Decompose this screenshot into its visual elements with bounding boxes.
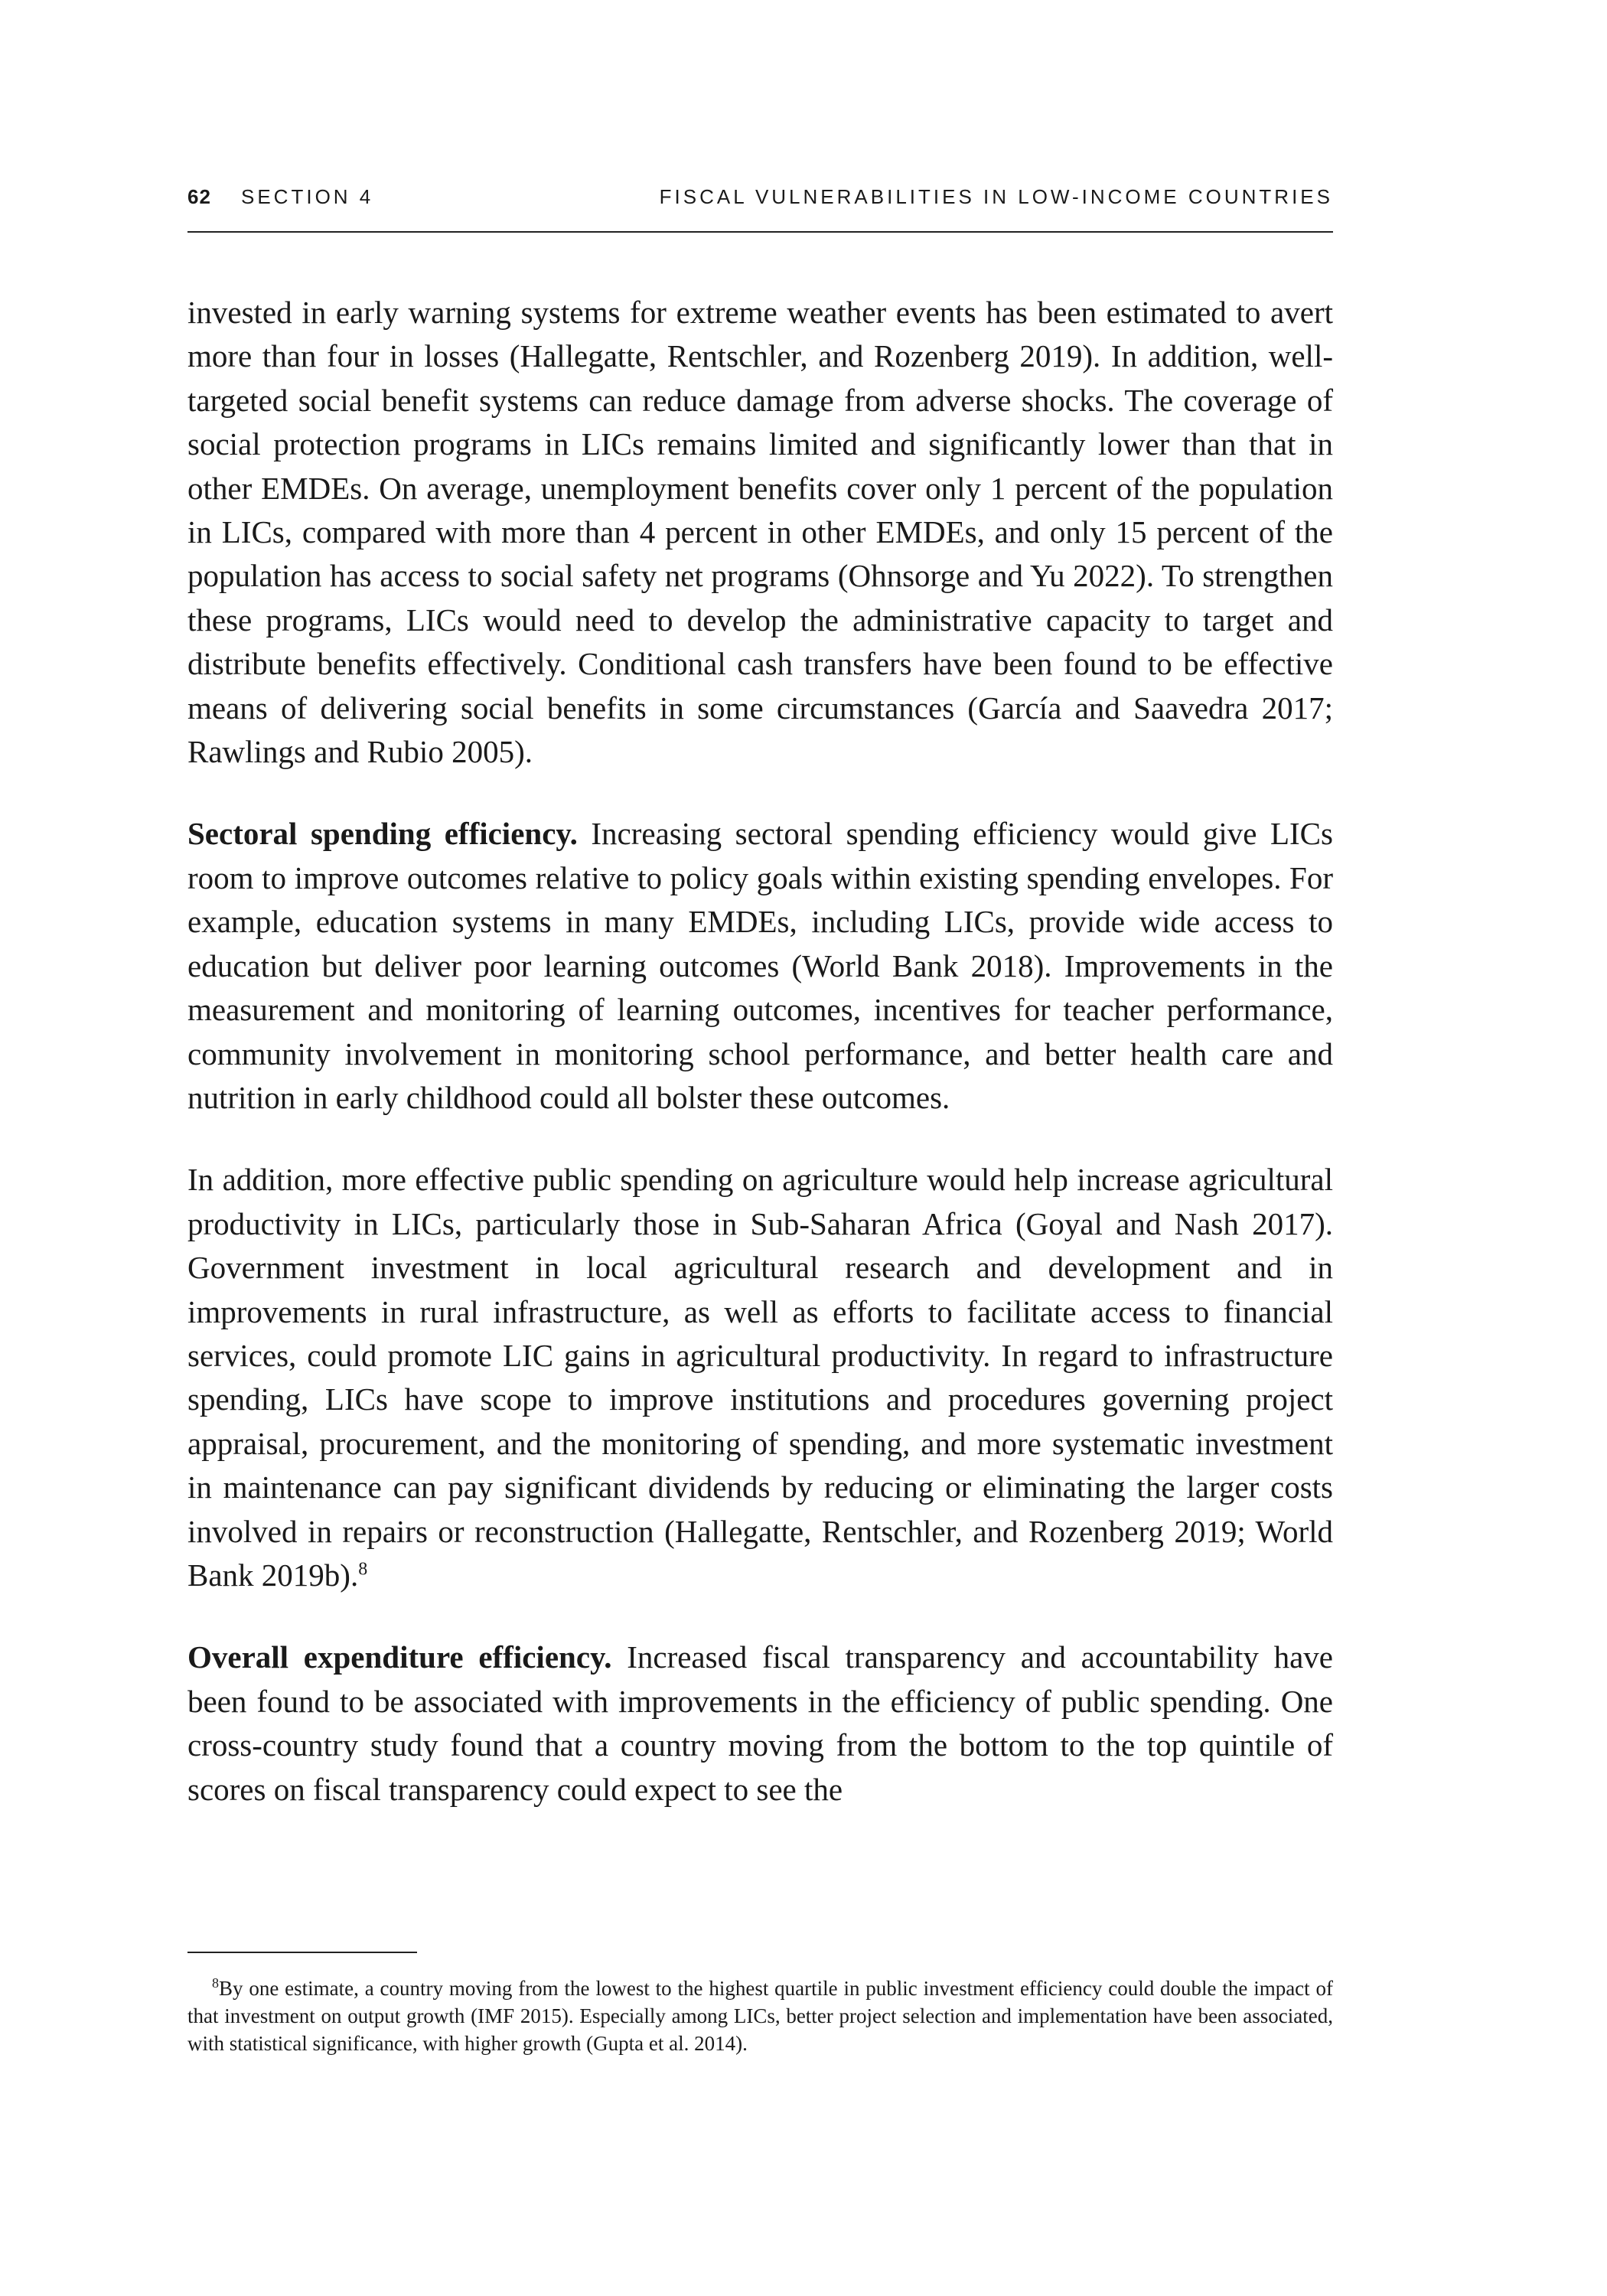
footnote-text: By one estimate, a country moving from the lowest to the highest quartile in public investment efficiency could double the impact of that investment on output growth (IMF 2015). Especially among LICs, better project selection and implementation have been associated, with statistical significance, with higher growth (Gupta et al. 2014).: [187, 1977, 1333, 2055]
run-in-heading-overall: Overall expenditure efficiency.: [187, 1639, 612, 1675]
footnote-divider: [187, 1952, 417, 1953]
footnote: [187, 1975, 1333, 2057]
paragraph-agriculture-infrastructure: [187, 1158, 1333, 1597]
footnote-marker: 8: [212, 1975, 219, 1991]
paragraph-text: Increasing sectoral spending efficiency would give LICs room to improve outcomes relative to policy goals within existing spending envelopes. For example, education systems in many EMDEs, including LICs, provide wide access to education but deliver poor learning outcomes (World Bank 2018). Improvements in the measurement and monitoring of learning outcomes, incentives for teacher performance, community involvement in monitoring school performance, and better health care and nutrition in early childhood could all bolster these outcomes.: [187, 816, 1333, 1115]
running-title: FISCAL VULNERABILITIES IN LOW-INCOME COUNTRIES: [659, 185, 1333, 208]
run-in-heading-sectoral: Sectoral spending efficiency.: [187, 816, 578, 852]
paragraph-continued: invested in early warning systems for extreme weather events has been estimated to avert more than four in losses (Hallegatte, Rentschler, and Rozenberg 2019). In addition, well-targeted social benefit systems can reduce damage from adverse shocks. The coverage of social protection programs in LICs remains limited and significantly lower than that in other EMDEs. On average, unemployment benefits cover only 1 percent of the population in LICs, compared with more than 4 percent in other EMDEs, and only 15 percent of the population has access to social safety net programs (Ohnsorge and Yu 2022). To strengthen these programs, LICs would need to develop the administrative capacity to target and distribute benefits effectively. Conditional cash transfers have been found to be effective means of delivering social benefits in some circumstances (García and Saavedra 2017; Rawlings and Rubio 2005).: [187, 295, 1333, 770]
paragraph-text: Increased fiscal transparency and accountability have been found to be associated with improvements in the efficiency of public spending. One cross-country study found that a country moving from the bottom to the top quintile of scores on fiscal transparency could expect to see the: [187, 1639, 1334, 1807]
paragraph-sectoral-spending: [187, 812, 1333, 1120]
footnote-reference[interactable]: 8: [358, 1559, 368, 1580]
section-label: SECTION 4: [241, 185, 374, 208]
running-header: [187, 185, 1333, 233]
page-number: 62: [187, 185, 211, 208]
paragraph-overall-expenditure: [187, 1636, 1333, 1812]
paragraph-text: In addition, more effective public spending on agriculture would help increase agricultural productivity in LICs, particularly those in Sub-Saharan Africa (Goyal and Nash 2017). Government investment in local agricultural research and development and in improvements in rural infrastructure, as well as efforts to facilitate access to financial services, could promote LIC gains in agricultural productivity. In regard to infrastructure spending, LICs have scope to improve institutions and procedures governing project appraisal, procurement, and the monitoring of spending, and more systematic investment in maintenance can pay significant dividends by reducing or eliminating the larger costs involved in repairs or reconstruction (Hallegatte, Rentschler, and Rozenberg 2019; World Bank 2019b).: [187, 1162, 1333, 1593]
body-text: [187, 291, 1333, 1850]
